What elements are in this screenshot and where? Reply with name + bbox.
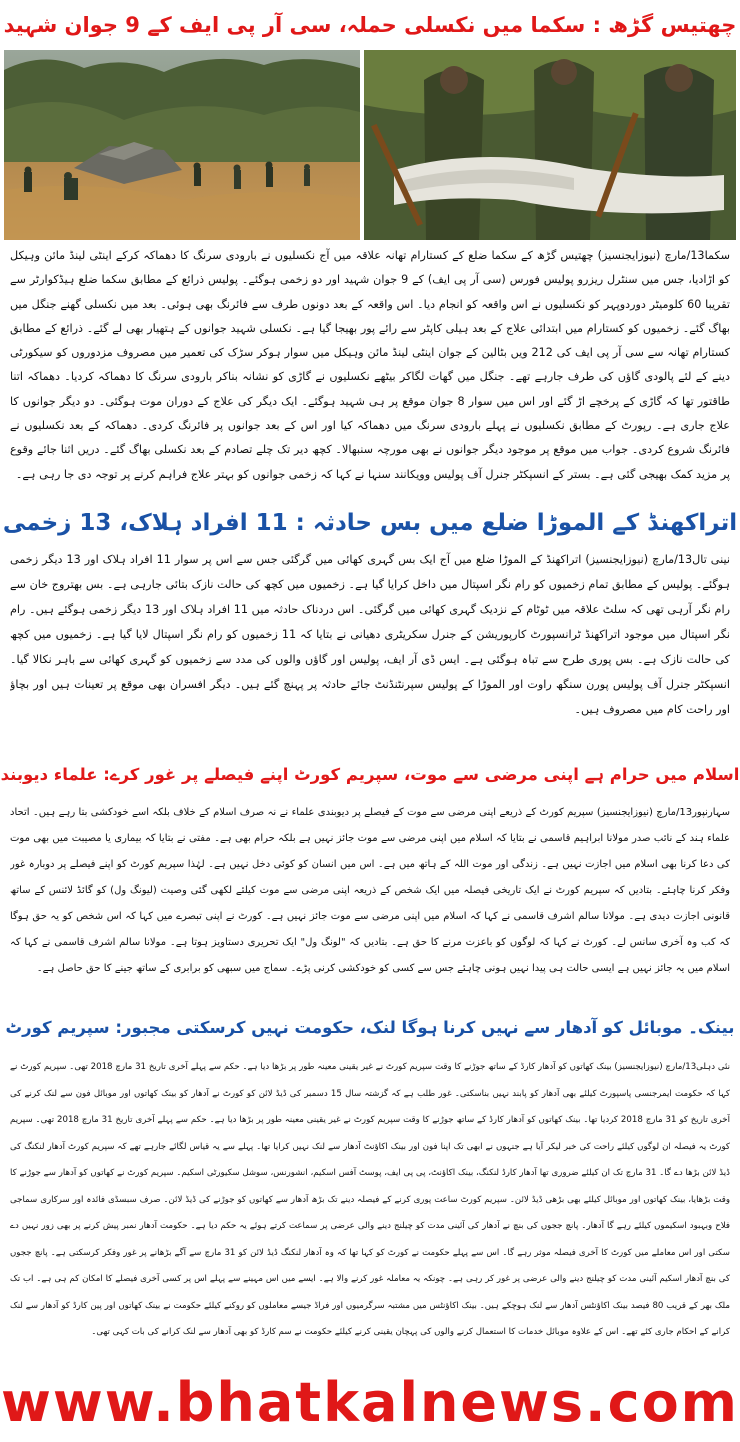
article-paragraph: سکما13/مارچ (نیوزایجنسیز) چھتیس گڑھ کے سکما ضلع کے کستارام تھانہ علاقہ میں آج نکسلیوں نے بارودی سرنگ کا دھماکہ کرکے اینٹی لینڈ مائن وہیکل کو اڑادیا، جس میں سنٹرل ریزرو پولیس فورس (سی آر پی ایف) کے 9 جوان شہید اور دو زخمی ہوگئے۔ پولیس ذرائع کے مطابق سکما ضلع ہیڈکوارٹر سے تقریبا 60 کلومیٹر دوردوپہر کو نکسلیوں نے اس واقعہ کو انجام دیا۔ اس واقعہ کے بعد دونوں طرف سے فائرنگ بھی ہوئی۔ بعد میں نکسلی گھنے جنگل میں بھاگ گئے۔ زخمیوں کو کستارام میں ابتدائی علاج کے بعد ہیلی کاپٹر سے رائے پور بھیجا گیا ہے۔ نکسلی شہید جوانوں کے ہتھیار بھی لے گئے۔ ذرائع کے مطابق کستارام تھانہ سے سی آر پی ایف کی 212 ویں بٹالین کے جوان اینٹی لینڈ مائن وہیکل میں سوار ہوکر سڑک کی تعمیر میں مصروف مزدوروں کو سیکورٹی دینے کے لئے پالودی گاؤں کی طرف جارہے تھے۔ جنگل میں گھات لگاکر بیٹھے نکسلیوں نے گاڑی کو نشانہ بناکر بارودی سرنگ کا دھماکہ کردیا۔ دھماکہ اتنا طاقتور تھا کہ گاڑی کے پرخچے اڑ گئے اور اس میں سوار 8 جوان موقع پر ہی شہید ہوگئے۔ ایک دیگر کی علاج کے دوران موت ہوگئی۔ دو دیگر جوانوں کا علاج جاری ہے۔ رپورٹ کے مطابق نکسلیوں نے پہلے بارودی سرنگ میں دھماکہ کیا اور اس کے بعد جوانوں پر فائرنگ کردی۔ دھماکہ کے بعد نکسلیوں نے فائرنگ شروع کردی۔ جواب میں موقع پر موجود دیگر جوانوں نے بھی مورچہ سنبھالا۔ کچھ دیر تک چلے تصادم کے بعد نکسلی بھاگ گئے۔ دریں اثنا جائے وقوع پر مزید کمک بھیجی گئی ہے۔ بستر کے انسپکٹر جنرل آف پولیس وویکانند سنہا نے کہا کہ زخمی جوانوں کو بہتر علاج فراہم کرنے پر توجہ دی جا رہی ہے۔: [10, 249, 730, 481]
article-body-deoband: [10, 800, 730, 1000]
photo-soldiers-stretcher: [364, 50, 736, 240]
article-paragraph: سہارنپور13/مارچ (نیوزایجنسیز) سپریم کورٹ کے ذریعے اپنی مرضی سے موت کے فیصلے پر دیوبندی علماء نے نہ صرف اسلام کے خلاف بلکہ اسے خودکشی بتا رہے ہیں۔ اتحاد علماء ہند کے نائب صدر مولانا ابراہیم قاسمی نے بتایا کہ اسلام میں اپنی مرضی سے موت جائز نہیں ہے بلکہ حرام بھی ہے۔ مفتی نے بتایا کہ بیماری یا مصیبت میں بھی موت کی دعا کرنا بھی اسلام میں اجازت نہیں ہے۔ زندگی اور موت اللہ کے ہاتھ میں ہے۔ اس میں انسان کو کوئی دخل نہیں ہے۔ لہٰذا سپریم کورٹ کو اپنے فیصلے پر دوبارہ غور وفکر کرنا چاہئے۔ بتادیں کہ سپریم کورٹ نے ایک تاریخی فیصلہ میں ایک شخص کے ذریعہ اپنی مرضی سے موت کیلئے لکھی گئی وصیت (لیونگ ول) کو گائڈ لائنس کے ساتھ قانونی اجازت دیدی ہے۔ مولانا سالم اشرف قاسمی نے کہا کہ اسلام میں اپنی مرضی سے موت جائز نہیں ہے۔ کورٹ نے اپنی تبصرے میں کہا کہ اس شخص کو یہ حق ہوگا کہ کب وہ آخری سانس لے۔ کورٹ نے کہا کہ لوگوں کو باعزت مرنے کا حق ہے۔ بتادیں کہ "لونگ ول" ایک تحریری دستاویز ہوتا ہے۔ مولانا سالم اشرف قاسمی نے کہا کہ اسلام میں یہ جائز نہیں ہے ایسی حالت ہی پیدا نہیں ہونی چاہئے جس سے کسی کو خودکشی کرنی پڑے۔ سماج میں سبھی کو برابری کے ساتھ جینے کا حق حاصل ہے۔: [10, 807, 730, 974]
headline-almora-bus-accident: اتراکھنڈ کے الموڑا ضلع میں بس حادثہ : 11 افراد ہلاک، 13 زخمی: [2, 510, 738, 536]
article-body-aadhaar: [10, 1054, 730, 1354]
headline-sukma-attack: چھتیس گڑھ : سکما میں نکسلی حملہ، سی آر پی ایف کے 9 جوان شہید: [3, 13, 737, 37]
article-body-almora: [10, 547, 730, 747]
news-photos: [4, 50, 736, 240]
headline-aadhaar-linking: بینک۔ موبائل کو آدھار سے نہیں کرنا ہوگا لنک، حکومت نہیں کرسکتی مجبور: سپریم کورٹ: [5, 1018, 735, 1037]
headline-deoband-ulema: اسلام میں حرام ہے اپنی مرضی سے موت، سپریم کورٹ اپنے فیصلے پر غور کرے: علماء دیوبند: [0, 765, 740, 784]
article-body-sukma: [10, 244, 730, 494]
website-footer: www.bhatkalnews.com: [1, 1371, 739, 1434]
article-paragraph: نئی دہلی13/مارچ (نیوزایجنسیز) بینک کھاتوں کو آدھار کارڈ کے ساتھ جوڑنے کا وقت سپریم کورٹ نے غیر یقینی معینہ طور پر بڑھا دیا ہے۔ حکم سے پہلے آخری تاریخ 31 مارچ 2018 تھی۔ سپریم کورٹ نے کہا کہ حکومت ایمرجنسی پاسپورٹ کیلئے بھی آدھار کو پابند نہیں بناسکتی۔ غور طلب ہے کہ گزشتہ سال 15 دسمبر کی ڈیڈ لائن کو کورٹ نے آدھار کو بینک کھاتوں اور موبائل فون سے لنک کرنے کی آخری تاریخ کو 31 مارچ 2018 کردیا تھا۔ بینک کھاتوں کو آدھار کارڈ کے ساتھ جوڑنے کا وقت سپریم کورٹ نے غیر یقینی معینہ طور پر بڑھا دیا ہے۔ حکم سے پہلے آخری تاریخ 31 مارچ 2018 تھی۔ سپریم کورٹ یہ فیصلہ ان لوگوں کیلئے راحت کی خبر لیکر آیا ہے جنہوں نے ابھی تک اپنا فون اور بینک اکاؤنٹ آدھار سے لنک نہیں کرایا تھا۔ پہلے سے یہ قیاس لگائے جارہے تھے کہ سپریم کورٹ آدھار لنکنگ کی ڈیڈ لائن بڑھا دے گا۔ 31 مارچ تک ان کیلئے ضروری تھا آدھار کارڈ لنکنگ، بینک اکاؤنٹ، پی پی ایف، پوسٹ آفس اسکیم، انشورنس، سوشل سکیورٹی اسکیم۔ سپریم کورٹ نے کھاتوں کو آدھار سے جوڑنے کا وقت بڑھایا، بینک کھاتوں اور موبائل کیلئے بھی بڑھی ڈیڈ لائن۔ سپریم کورٹ ساعت پوری کرنے کے فیصلہ دینے تک بڑھ آدھار سے کھاتوں کو جوڑنے کی ڈیڈ لائن۔ صرف سبسڈی فائدہ اور سرکاری سماجی فلاح وبہبود اسکیموں کیلئے رہے گا آدھار۔ پانچ ججوں کی بنچ نے آدھار کی آئینی مدت کو چیلنج دینے والی عرضی پر سماعت کرتے ہوئے یہ حکم دیا ہے۔ حکومت آدھار نمبر پیش کرنے پر بھی زور نہیں دے سکتی اور اس معاملے میں کورٹ کا آخری فیصلہ موثر رہے گا۔ اس سے پہلے حکومت نے کورٹ کو کہا تھا کہ وہ آدھار لنکنگ ڈیڈ لائن کو 31 مارچ سے آگے بڑھانے پر غور وفکر کرسکتی ہے۔ پانچ ججوں کی بنچ آدھار اسکیم آئینی مدت کو چیلنج دینے والی عرضی پر غور کر رہی ہے۔ چونکہ یہ معاملہ غور کرنے والا ہے۔ ایسے میں اس مہینے سے پہلے اس پر کسی آخری فیصلے کا امکان کم ہی ہے۔ اب تک ملک بھر کے قریب 80 فیصد بینک اکاؤنٹس آدھار سے لنک ہوچکے ہیں۔ بینک اکاؤنٹس میں مشتبہ سرگرمیوں اور فراڈ جیسے معاملوں کو روکنے کیلئے حکومت نے بینک کھاتوں اور پین کارڈ کو آدھار سے لنک کرانے کے احکام جاری کئے تھے۔ اس کے علاوہ موبائل خدمات کا استعمال کرنے والوں کی پہچان یقینی کرنے کیلئے حکومت نے سم کارڈ کو بھی آدھار سے لنک کرانے کی بات کہی تھی۔: [10, 1062, 730, 1337]
article-paragraph: نینی تال13/مارچ (نیوزایجنسیز) اتراکھنڈ کے الموڑا ضلع میں آج ایک بس گہری کھائی میں گرگئی جس سے اس پر سوار 11 افراد ہلاک اور 13 دیگر زخمی ہوگئے۔ پولیس کے مطابق تمام زخمیوں کو رام نگر اسپتال میں داخل کرایا گیا ہے۔ زخمیوں میں کچھ کی حالت نازک بتائی جارہی ہے۔ بس بھتروج خان سے رام نگر آرہی تھی کہ سلٹ علاقہ میں ٹوٹام کے نزدیک گہری کھائی میں گرگئی۔ اس دردناک حادثہ میں 11 افراد ہلاک اور 13 دیگر زخمی ہوگئے ہیں۔ رام نگر اسپتال میں موجود اتراکھنڈ ٹرانسپورٹ کارپوریشن کے جنرل سکریٹری دھیانی نے بتایا کہ 11 زخمیوں کو رام نگر اسپتال لایا گیا ہے۔ زخمیوں میں کچھ کی حالت نازک ہے۔ بس پوری طرح سے تباہ ہوگئی ہے۔ ایس ڈی آر ایف، پولیس اور گاؤں والوں کی مدد سے زخمیوں کو گہری کھائی سے باہر نکالا گیا۔ انسپکٹر جنرل آف پولیس پورن سنگھ راوت اور الموڑا کے پولیس سپرنٹنڈنٹ جائے حادثہ پر پہنچ گئے ہیں۔ دیگر افسران بھی موقع پر تعینات ہیں اور بچاؤ اور راحت کام میں مصروف ہیں۔: [10, 553, 730, 716]
photo-blast-site: [4, 50, 360, 240]
